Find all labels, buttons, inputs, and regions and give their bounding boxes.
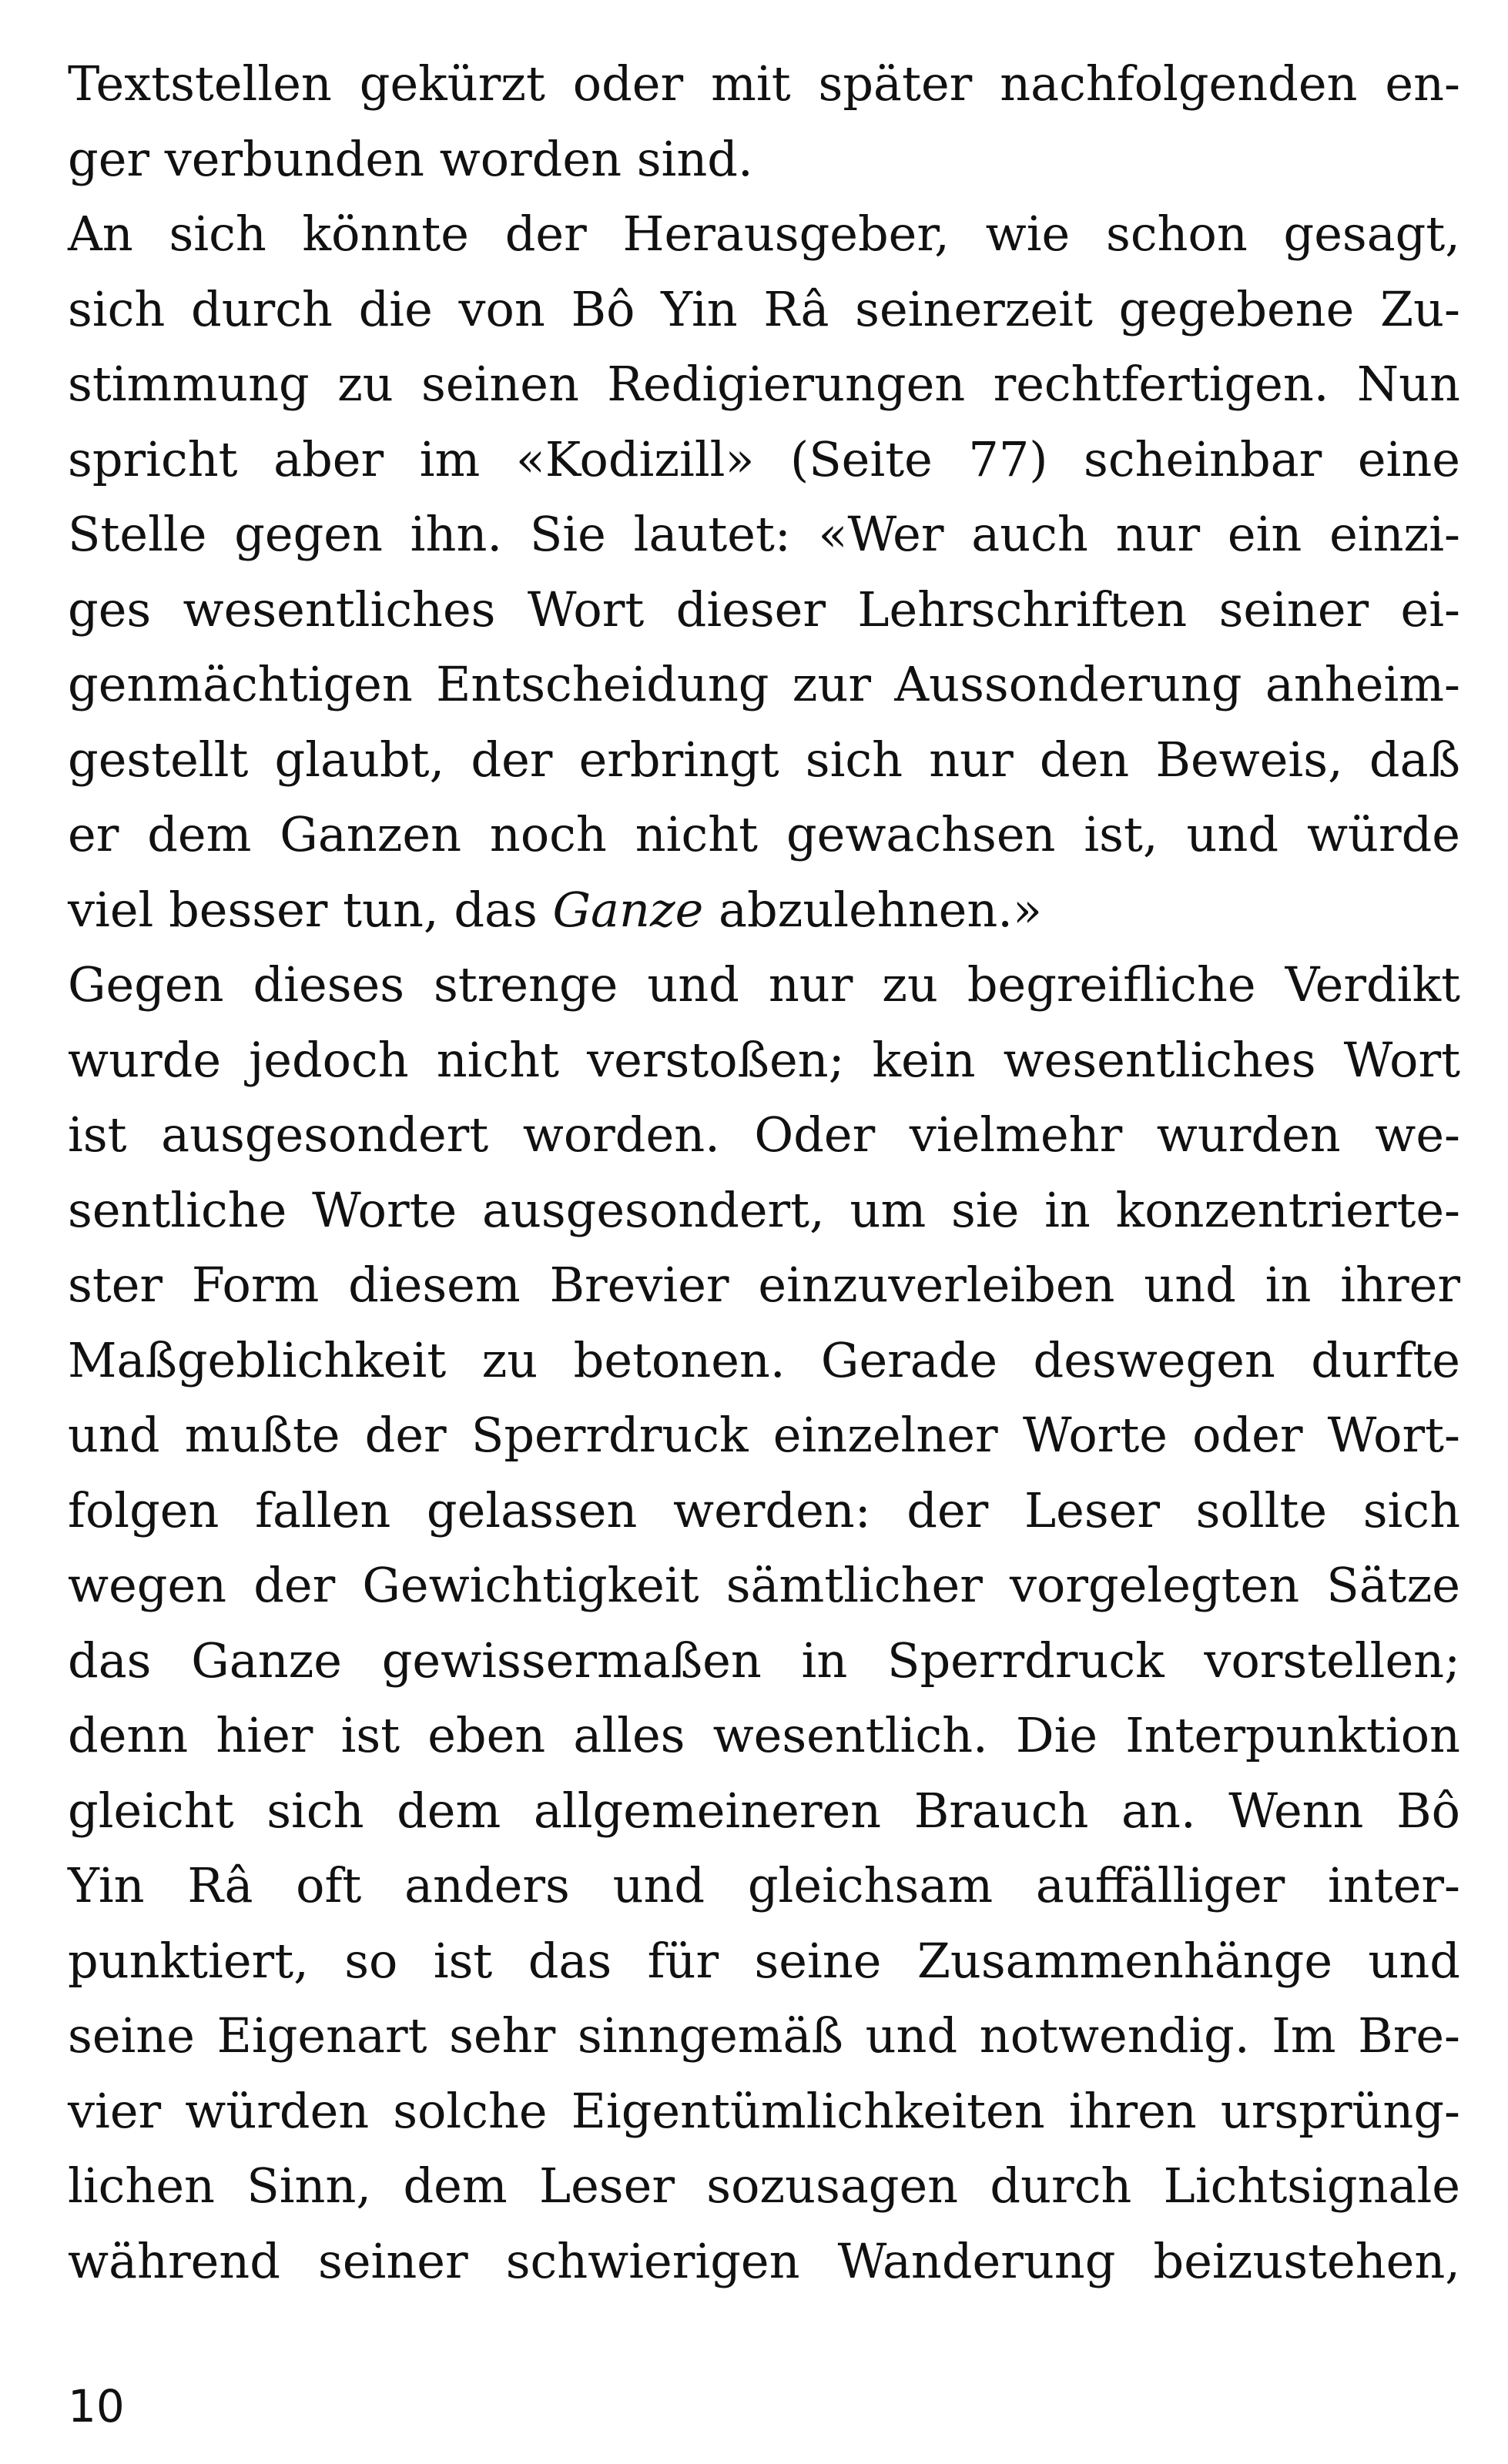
text-line: denn hier ist eben alles wesentlich. Die Interpunktion <box>68 1707 1460 1763</box>
emphasized-word: Ganze <box>552 881 704 938</box>
text-line: lichen Sinn, dem Leser sozusagen durch Lichtsignale <box>68 2158 1460 2214</box>
text-line: ges wesentliches Wort dieser Lehrschriften seiner ei- <box>68 581 1460 638</box>
text-line: genmächtigen Entscheidung zur Aussonderung anheim- <box>68 656 1460 712</box>
text-line: ger verbunden worden sind. <box>68 130 753 187</box>
text-line: ster Form diesem Brevier einzuverleiben und in ihrer <box>68 1257 1460 1313</box>
text-line: Yin Râ oft anders und gleichsam auffälliger inter- <box>68 1857 1460 1913</box>
text-line: das Ganze gewissermaßen in Sperrdruck vorstellen; <box>68 1632 1460 1689</box>
text-line: spricht aber im «Kodizill» (Seite 77) scheinbar eine <box>68 430 1460 487</box>
text-line: stimmung zu seinen Redigierungen rechtfertigen. Nun <box>68 356 1460 412</box>
text-line: Stelle gegen ihn. Sie lautet: «Wer auch nur ein einzi- <box>68 506 1460 562</box>
text-line: und mußte der Sperrdruck einzelner Worte oder Wort- <box>68 1407 1460 1463</box>
text-line: folgen fallen gelassen werden: der Leser sollte sich <box>68 1481 1460 1538</box>
text-line: wegen der Gewichtigkeit sämtlicher vorgelegten Sätze <box>68 1557 1460 1613</box>
body-text <box>68 46 1460 2298</box>
text-segment: abzulehnen.» <box>703 881 1042 938</box>
text-line: gleicht sich dem allgemeineren Brauch an. Wenn Bô <box>68 1782 1460 1839</box>
text-line: punktiert, so ist das für seine Zusammenhänge und <box>68 1932 1460 1989</box>
text-line: Gegen dieses strenge und nur zu begreifliche Verdikt <box>68 956 1460 1013</box>
text-line: An sich könnte der Herausgeber, wie schon gesagt, <box>68 206 1460 262</box>
text-line: während seiner schwierigen Wanderung beizustehen, <box>68 2232 1460 2289</box>
text-line: sentliche Worte ausgesondert, um sie in konzentrierte- <box>68 1181 1460 1238</box>
text-segment: viel besser tun, das <box>68 881 553 938</box>
text-line: seine Eigenart sehr sinngemäß und notwendig. Im Bre- <box>68 2007 1460 2064</box>
text-line: ist ausgesondert worden. Oder vielmehr wurden we- <box>68 1106 1460 1163</box>
text-line: sich durch die von Bô Yin Râ seinerzeit gegebene Zu- <box>68 280 1460 337</box>
page-number: 10 <box>68 2380 125 2432</box>
text-line: wurde jedoch nicht verstoßen; kein wesentliches Wort <box>68 1031 1460 1088</box>
text-line: Maßgeblichkeit zu betonen. Gerade deswegen durfte <box>68 1331 1460 1388</box>
text-line: Textstellen gekürzt oder mit später nachfolgenden en- <box>68 55 1460 112</box>
text-line: gestellt glaubt, der erbringt sich nur den Beweis, daß <box>68 731 1460 788</box>
text-line: er dem Ganzen noch nicht gewachsen ist, und würde <box>68 806 1460 862</box>
text-line <box>68 872 1460 948</box>
text-line: vier würden solche Eigentümlichkeiten ihren ursprüng- <box>68 2082 1460 2139</box>
